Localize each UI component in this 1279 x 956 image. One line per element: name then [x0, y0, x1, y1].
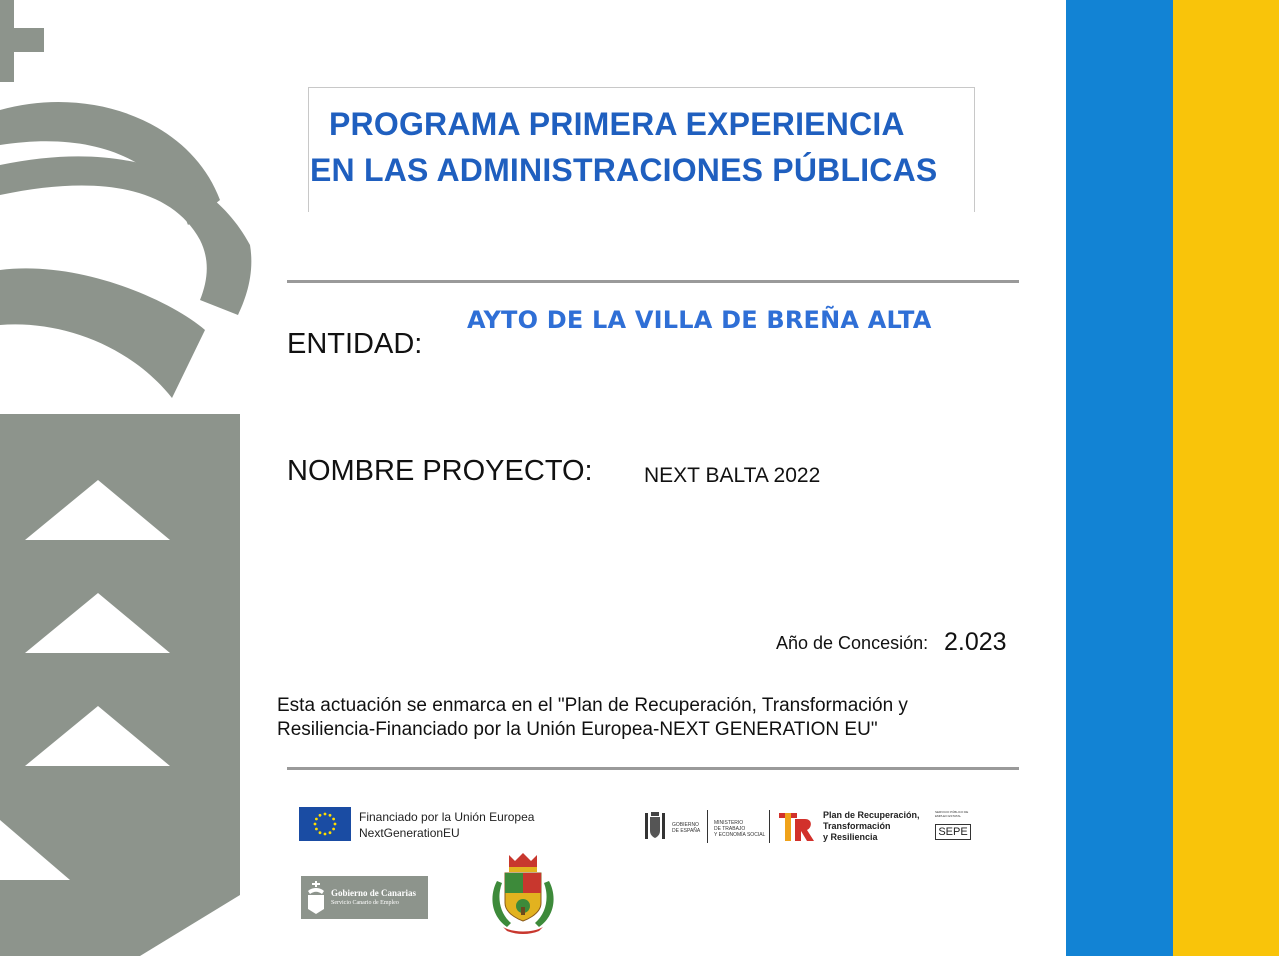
title-line-2: EN LAS ADMINISTRACIONES PÚBLICAS — [310, 152, 938, 188]
concession-label: Año de Concesión: — [776, 633, 929, 653]
brena-alta-coat-of-arms-icon — [489, 851, 557, 935]
sepe-logo — [935, 808, 971, 842]
canarias-small-emblem-icon — [306, 881, 326, 914]
ministerio-text-2: DE TRABAJO — [714, 826, 746, 832]
emblem-cross-bar — [0, 28, 44, 52]
blue-stripe — [1066, 0, 1173, 956]
ministerio-text-3: Y ECONOMÍA SOCIAL — [714, 832, 766, 838]
eu-logo-text-1: Financiado por la Unión Europea — [359, 810, 535, 824]
sepe-small-text: SERVICIO PÚBLICO DE EMPLEO ESTATAL — [935, 810, 969, 818]
yellow-stripe — [1173, 0, 1279, 956]
gob-espana-text-2: DE ESPAÑA — [672, 828, 701, 834]
canarias-text-1: Gobierno de Canarias — [331, 888, 417, 898]
gob-espana-text-1: GOBIERNO — [672, 822, 699, 828]
bottom-divider — [287, 767, 1019, 770]
eu-logo-text-2: NextGenerationEU — [359, 826, 460, 840]
financing-note — [277, 694, 997, 742]
prtr-divider — [769, 810, 770, 843]
canarias-text-2: Servicio Canario de Empleo — [331, 900, 399, 906]
entity-value: AYTO DE LA VILLA DE BREÑA ALTA — [467, 306, 932, 334]
prtr-text-2: Transformación — [823, 821, 891, 831]
prtr-text-3: y Resiliencia — [823, 832, 878, 842]
prtr-logo-icon — [779, 811, 815, 843]
project-value: NEXT BALTA 2022 — [644, 464, 821, 487]
project-label: NOMBRE PROYECTO: — [287, 455, 593, 487]
financing-note-line-1: Esta actuación se enmarca en el "Plan de Recuperación, Transformación y — [277, 695, 908, 716]
ministerio-text-1: MINISTERIO — [714, 820, 744, 826]
ministerio-divider — [707, 810, 708, 843]
canarias-emblem-graphic — [0, 0, 260, 956]
spain-coat-of-arms-icon — [642, 811, 668, 841]
title-line-1: PROGRAMA PRIMERA EXPERIENCIA — [329, 106, 905, 142]
entity-label: ENTIDAD: — [287, 328, 423, 360]
financing-note-line-2: Resiliencia-Financiado por la Unión Europea-NEXT GENERATION EU" — [277, 719, 878, 740]
concession-value: 2.023 — [944, 628, 1007, 656]
gobierno-canarias-logo — [301, 876, 428, 919]
emblem-crown-arc-3 — [0, 268, 205, 398]
prtr-text-1: Plan de Recuperación, — [823, 810, 920, 820]
eu-flag-logo — [299, 807, 351, 841]
sepe-text: SEPE — [935, 824, 971, 840]
top-divider — [287, 280, 1019, 283]
